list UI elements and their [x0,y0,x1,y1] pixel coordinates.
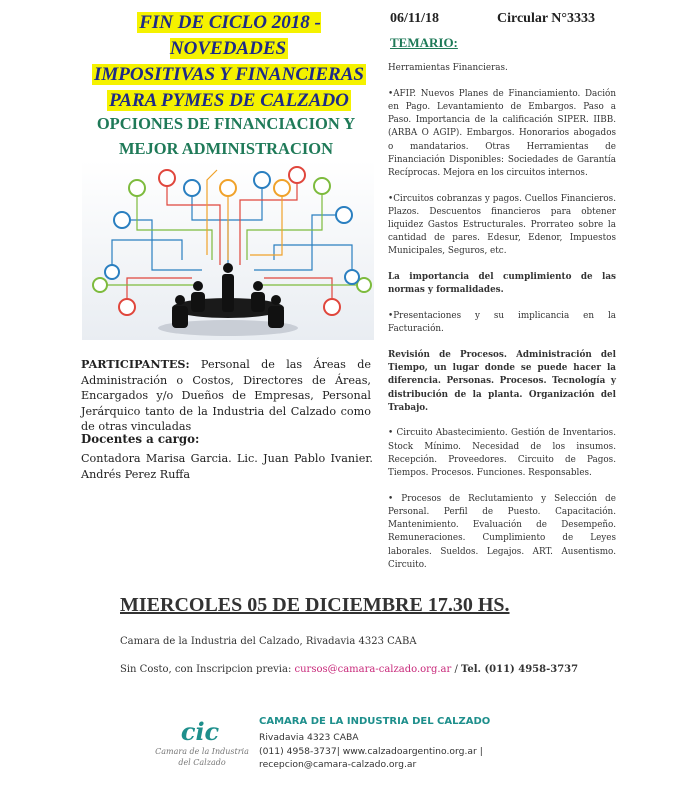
docentes-label: Docentes a cargo: [81,432,200,446]
temario-item: •AFIP. Nuevos Planes de Financiamiento. Dación en Pago. Levantamiento de Embargos. Paso a Paso. Importancia de la calificación SIPER. IIBB. (ARBA O AGIP). Embargos. Honorarios abogados o mandatarios. Otras Herramientas de Financiación Disponibles: Sociedades de Garantía Recíprocas. Mejora en los circuitos internos. [388,88,616,178]
temario-list [388,62,616,585]
participants-label: PARTICIPANTES: [81,357,190,371]
registration-separator: / [451,664,462,675]
temario-item: La importancia del cumplimiento de las normas y formalidades. [388,272,616,296]
circular-number: Circular N°3333 [497,11,596,26]
event-subtitle [90,111,362,161]
logo-text-line: Camara de la Industria [155,747,249,756]
title-line: IMPOSITIVAS Y FINANCIERAS [94,64,364,85]
temario-item: Revisión de Procesos. Administración del Tiempo, un lugar donde se puede hacer la diferencia. Personas. Procesos. Tecnología y distribución de la planta. Organización del Trabajo. [388,349,616,413]
footer-contact: (011) 4958-3737| www.calzadoargentino.org.ar | [259,745,483,757]
temario-item: •Presentaciones y su implicancia en la Facturación. [388,311,616,335]
temario-heading: TEMARIO: [390,35,458,50]
temario-item: • Circuito Abastecimiento. Gestión de Inventarios. Stock Mínimo. Necesidad de los insumos. Recepción. Proveedores. Circuito de Pagos. Tiempos. Procesos. Funciones. Responsables. [388,428,616,479]
subtitle-line: MEJOR ADMINISTRACION [118,139,334,158]
footer-email-link[interactable]: recepcion@camara-calzado.org.ar [259,759,417,770]
temario-item: Herramientas Financieras. [388,63,508,73]
participants-text: Personal de las Áreas de Administración o Costos, Directores de Áreas, Encargados y/o Dueños de Empresas, Personal Jerárquico tanto de la Industria del Calzado como de otras vinculadas [81,358,371,433]
logo-text-line: del Calzado [178,758,226,767]
participants-paragraph [81,357,371,435]
event-title [78,10,380,114]
event-datetime: MIERCOLES 05 DE DICIEMBRE 17.30 HS. [120,594,510,616]
title-line: PARA PYMES DE CALZADO [109,90,349,111]
registration-email-link[interactable]: cursos@camara-calzado.org.ar [294,664,452,675]
registration-info [120,664,578,675]
registration-prefix: Sin Costo, con Inscripcion previa: [120,664,295,675]
subtitle-line: OPCIONES DE FINANCIACION Y [96,114,356,133]
registration-phone: Tel. (011) 4958-3737 [461,664,579,675]
footer-address: Rivadavia 4323 CABA [259,732,359,743]
cic-logo [150,716,250,772]
footer-contact-block [259,731,483,772]
docentes-names: Contadora Marisa Garcia. Lic. Juan Pablo Ivanier. Andrés Perez Ruffa [81,452,373,481]
business-network-illustration [82,160,374,340]
temario-item: • Procesos de Reclutamiento y Selección de Personal. Perfil de Puesto. Capacitación. Mantenimiento. Evaluación de Desempeño. Remuneraciones. Cumplimiento de Leyes laborales. Sueldos. Legajos. ART. Ausentismo. Circuito. [388,493,616,570]
footer-org-name: CAMARA DE LA INDUSTRIA DEL CALZADO [259,716,491,727]
temario-item: •Circuitos cobranzas y pagos. Cuellos Financieros. Plazos. Descuentos financieros para obtener liquidez Gastos Estructurales. Prorrateo sobre la cantidad de pares. Edesur, Edenor, Impuestos Municipales, Seguros, etc. [388,193,616,257]
logo-mark: cic [180,717,220,746]
title-line: FIN DE CICLO 2018 - NOVEDADES [139,12,321,59]
event-venue: Camara de la Industria del Calzado, Rivadavia 4323 CABA [120,636,417,647]
circular-date: 06/11/18 [390,11,440,26]
